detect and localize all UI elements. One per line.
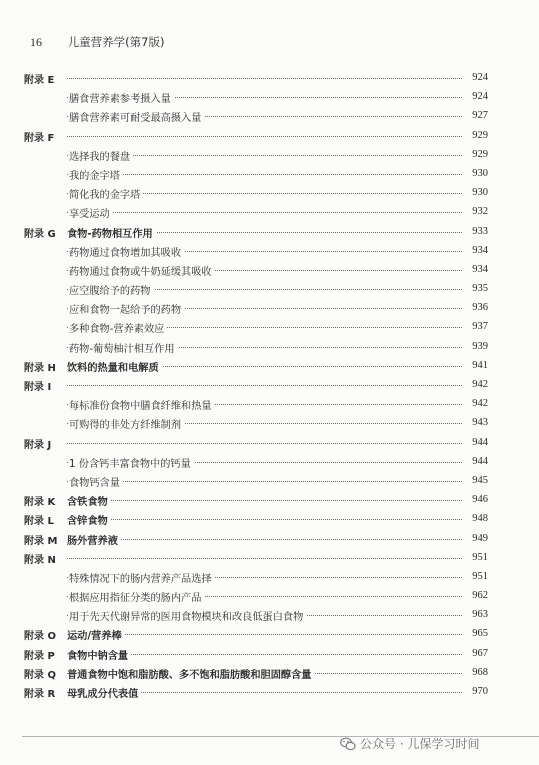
appendix-label: 附录 O — [24, 631, 56, 643]
toc-title: 简化我的金字塔 — [69, 186, 143, 201]
toc-appendix-row — [24, 530, 488, 549]
toc-title: 选择我的餐盘 — [69, 148, 133, 163]
toc-entry-row — [24, 88, 488, 107]
toc-entry-row — [24, 261, 488, 280]
dot-leader — [67, 443, 462, 444]
toc-page-number: 967 — [472, 647, 488, 659]
dot-leader — [67, 78, 462, 79]
toc-entry-row — [24, 472, 488, 491]
toc-appendix-row — [24, 645, 488, 664]
appendix-label: 附录 L — [24, 516, 54, 528]
toc-title: 食物中钠含量 — [67, 647, 131, 662]
toc-title: 含锌食物 — [67, 512, 111, 527]
dot-leader — [67, 500, 462, 501]
toc-title: 饮料的热量和电解质 — [67, 359, 162, 374]
toc-page-number: 924 — [472, 91, 488, 103]
toc-entry-row — [24, 606, 488, 625]
toc-title: 享受运动 — [69, 205, 113, 220]
toc-page-number: 965 — [472, 628, 488, 640]
toc-title: 可购得的非处方纤维制剂 — [69, 416, 184, 431]
appendix-label: 附录 Q — [24, 669, 56, 681]
toc-page-number: 949 — [472, 532, 488, 544]
toc-page-number: 962 — [472, 590, 488, 602]
toc-page-number: 944 — [472, 436, 488, 448]
toc-entry-row — [24, 453, 488, 472]
toc-appendix-row — [24, 434, 488, 453]
toc-page-number: 968 — [472, 666, 488, 678]
toc-title: 特殊情况下的肠内营养产品选择 — [69, 570, 215, 585]
wechat-icon — [340, 737, 356, 754]
dot-leader — [67, 519, 462, 520]
toc-page-number: 935 — [472, 283, 488, 295]
toc-page-number: 963 — [472, 609, 488, 621]
toc-entry-row — [24, 165, 488, 184]
toc-page-number: 951 — [472, 551, 488, 563]
appendix-label: 附录 N — [24, 554, 56, 566]
toc-page-number: 951 — [472, 570, 488, 582]
toc-title: 食物-药物相互作用 — [67, 225, 156, 240]
book-title: 儿童营养学(第7版) — [67, 35, 165, 49]
toc-page-number: 924 — [472, 72, 488, 83]
toc-entry-row — [24, 184, 488, 203]
dot-leader — [67, 212, 462, 213]
toc-entry-row — [24, 568, 488, 587]
watermark — [340, 735, 479, 754]
toc-page-number: 945 — [472, 474, 488, 486]
toc-page-number: 944 — [472, 455, 488, 467]
appendix-label: 附录 P — [24, 650, 55, 662]
toc-entry-row — [24, 107, 488, 126]
toc-title: 肠外营养液 — [67, 532, 121, 547]
toc-appendix-row — [24, 69, 488, 88]
toc-page-number: 932 — [472, 206, 488, 218]
toc-page-number: 970 — [472, 686, 488, 697]
toc-page-number: 941 — [472, 359, 488, 371]
toc-title: 普通食物中饱和脂肪酸、多不饱和脂肪酸和胆固醇含量 — [67, 666, 315, 681]
toc-title: 运动/营养棒 — [67, 627, 125, 642]
toc-title: 应和食物一起给予的药物 — [69, 301, 184, 316]
toc-page-number: 933 — [472, 225, 488, 237]
toc-appendix-row — [24, 127, 488, 146]
dot-leader — [67, 174, 462, 175]
toc-page-number: 936 — [472, 302, 488, 314]
toc-entry-row — [24, 242, 488, 261]
toc-entry-row — [24, 338, 488, 357]
appendix-label: 附录 F — [24, 132, 55, 144]
toc-page-number: 929 — [472, 148, 488, 160]
toc-appendix-row — [24, 376, 488, 395]
toc-entry-row — [24, 280, 488, 299]
toc-appendix-row — [24, 683, 488, 702]
appendix-label: 附录 I — [24, 382, 52, 393]
toc-title: 含铁食物 — [67, 493, 111, 508]
toc-page-number: 943 — [472, 417, 488, 429]
appendix-label: 附录 R — [24, 689, 56, 700]
toc-title: 膳食营养素可耐受最高摄入量 — [69, 109, 204, 124]
toc-page-number: 946 — [472, 494, 488, 506]
toc-title: 每标准份食物中膳食纤维和热量 — [69, 397, 215, 412]
toc-entry-row — [24, 146, 488, 165]
appendix-label: 附录 K — [24, 497, 56, 509]
toc-title: 我的金字塔 — [69, 167, 123, 182]
toc-page-number: 939 — [472, 340, 488, 352]
dot-leader — [67, 539, 462, 540]
toc-page-number: 929 — [472, 129, 488, 141]
page-header — [30, 34, 164, 50]
toc-page-number: 937 — [472, 321, 488, 333]
dot-leader — [67, 558, 462, 559]
toc-appendix-row — [24, 491, 488, 510]
toc-page-number: 930 — [472, 187, 488, 199]
toc-entry-row — [24, 587, 488, 606]
appendix-label: 附录 H — [24, 362, 56, 374]
toc-appendix-row — [24, 357, 488, 376]
toc-title: 用于先天代谢异常的医用食物模块和改良低蛋白食物 — [69, 608, 306, 623]
toc-appendix-row — [24, 510, 488, 529]
watermark-text: 公众号 · 儿保学习时间 — [360, 737, 480, 751]
toc-title: 母乳成分代表值 — [67, 685, 141, 700]
toc-page-number: 927 — [472, 110, 488, 122]
toc-appendix-row — [24, 625, 488, 644]
toc-appendix-row — [24, 223, 488, 242]
toc-title: 根据应用指征分类的肠内产品 — [69, 589, 204, 604]
appendix-label: 附录 E — [24, 75, 55, 86]
toc-entry-row — [24, 299, 488, 318]
toc-title: 药物-葡萄柚汁相互作用 — [69, 340, 178, 355]
page-number: 16 — [30, 35, 42, 49]
dot-leader — [67, 136, 462, 137]
toc-entry-row — [24, 395, 488, 414]
toc-title: 应空腹给予的药物 — [69, 282, 154, 297]
dot-leader — [67, 634, 462, 635]
toc-entry-row — [24, 203, 488, 222]
appendix-label: 附录 G — [24, 228, 56, 240]
dot-leader — [67, 385, 462, 386]
toc-entry-row — [24, 414, 488, 433]
toc-title: 食物钙含量 — [69, 474, 123, 489]
toc-title: 1 份含钙丰富食物中的钙量 — [69, 455, 194, 470]
toc-page-number: 948 — [472, 513, 488, 525]
toc-appendix-row — [24, 549, 488, 568]
toc-entry-row — [24, 318, 488, 337]
table-of-contents — [24, 69, 488, 702]
toc-title: 多种食物-营养素效应 — [69, 320, 167, 335]
toc-page-number: 930 — [472, 167, 488, 179]
dot-leader — [67, 481, 462, 482]
toc-appendix-row — [24, 664, 488, 683]
toc-title: 药物通过食物增加其吸收 — [69, 244, 184, 259]
toc-page-number: 942 — [472, 398, 488, 410]
toc-title: 药物通过食物或牛奶延缓其吸收 — [69, 263, 215, 278]
appendix-label: 附录 M — [24, 535, 58, 547]
toc-page-number: 934 — [472, 244, 488, 256]
appendix-label: 附录 J — [24, 439, 52, 451]
toc-page-number: 942 — [472, 379, 488, 390]
toc-title: 膳食营养素参考摄入量 — [69, 90, 174, 105]
toc-page-number: 934 — [472, 263, 488, 275]
